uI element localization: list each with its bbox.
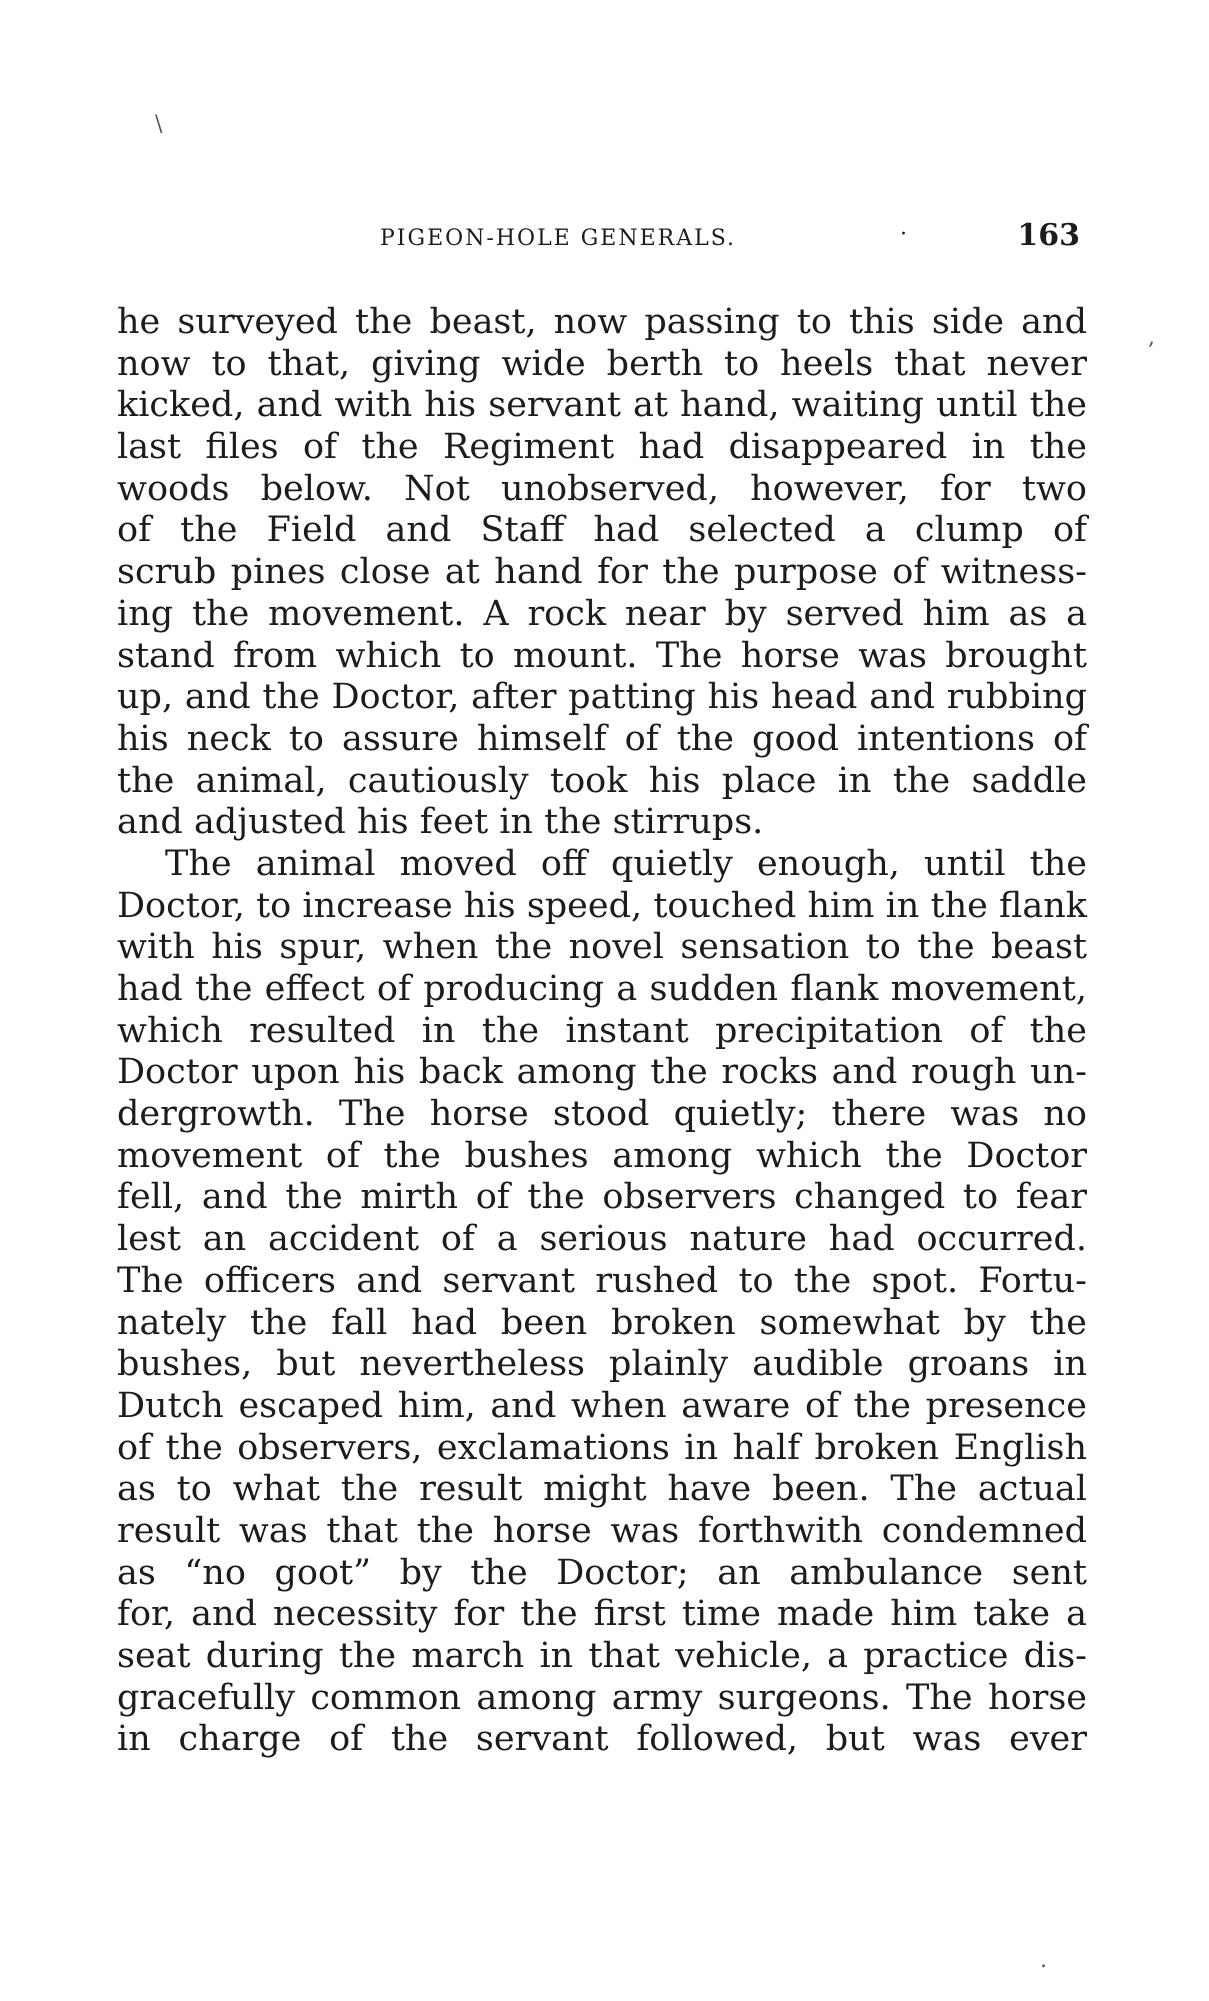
text-line: seat during the march in that vehicle, a practice dis- — [117, 1636, 1087, 1676]
text-line: had the effect of producing a sudden flank movement, — [117, 969, 1087, 1009]
text-line: of the observers, exclamations in half broken English — [117, 1427, 1087, 1468]
text-line: The officers and servant rushed to the spot. Fortu- — [117, 1260, 1087, 1301]
running-head-title: PIGEON-HOLE GENERALS. — [380, 226, 737, 251]
text-line: for, and necessity for the first time made him take a — [117, 1594, 1087, 1635]
print-speck: \ — [155, 112, 163, 137]
text-line: as “no goot” by the Doctor; an ambulance sent — [117, 1552, 1087, 1593]
text-line: in charge of the servant followed, but was ever — [117, 1719, 1087, 1760]
text-line: movement of the bushes among which the Doctor — [117, 1135, 1087, 1176]
text-line: now to that, giving wide berth to heels that never — [117, 343, 1087, 384]
text-line: which resulted in the instant precipitation of the — [117, 1010, 1087, 1051]
text-line: kicked, and with his servant at hand, waiting until the — [117, 385, 1087, 426]
text-line: Doctor, to increase his speed, touched him in the flank — [117, 885, 1087, 926]
text-line: Dutch escaped him, and when aware of the presence — [117, 1385, 1087, 1426]
text-line: ing the movement. A rock near by served him as a — [117, 593, 1087, 634]
text-line: dergrowth. The horse stood quietly; there was no — [117, 1094, 1087, 1135]
print-speck: . — [1040, 1948, 1047, 1973]
text-line: bushes, but nevertheless plainly audible groans in — [117, 1344, 1087, 1385]
text-line: he surveyed the beast, now passing to this side and — [117, 302, 1087, 342]
text-line: result was that the horse was forthwith condemned — [117, 1510, 1087, 1551]
print-speck: , — [1148, 325, 1155, 350]
text-line: his neck to assure himself of the good intentions of — [117, 718, 1087, 759]
body-text — [117, 302, 1087, 1761]
text-line: as to what the result might have been. The actual — [117, 1469, 1087, 1510]
running-head-dot: · — [900, 222, 909, 247]
text-line: with his spur, when the novel sensation to the beast — [117, 927, 1087, 968]
paragraph-2 — [117, 844, 1087, 1761]
text-line: of the Field and Staff had selected a clump of — [117, 510, 1087, 551]
text-line: the animal, cautiously took his place in the saddle — [117, 760, 1087, 801]
text-line: fell, and the mirth of the observers changed to fear — [117, 1177, 1087, 1218]
paragraph-1 — [117, 302, 1087, 844]
text-line: and adjusted his feet in the stirrups. — [117, 802, 764, 843]
text-line: scrub pines close at hand for the purpose of witness- — [117, 552, 1087, 593]
text-line: woods below. Not unobserved, however, for two — [117, 468, 1087, 509]
text-line: gracefully common among army surgeons. The horse — [117, 1677, 1087, 1718]
page-number: 163 — [1017, 218, 1080, 253]
text-line: lest an accident of a serious nature had occurred. — [117, 1219, 1087, 1260]
text-line: stand from which to mount. The horse was brought — [117, 635, 1087, 676]
text-line: Doctor upon his back among the rocks and rough un- — [117, 1052, 1087, 1093]
text-line: up, and the Doctor, after patting his head and rubbing — [117, 677, 1087, 718]
text-line: The animal moved off quietly enough, until the — [165, 843, 1087, 884]
running-head — [380, 218, 1080, 258]
text-line: nately the fall had been broken somewhat by the — [117, 1302, 1087, 1343]
text-line: last files of the Regiment had disappeared in the — [117, 427, 1087, 468]
